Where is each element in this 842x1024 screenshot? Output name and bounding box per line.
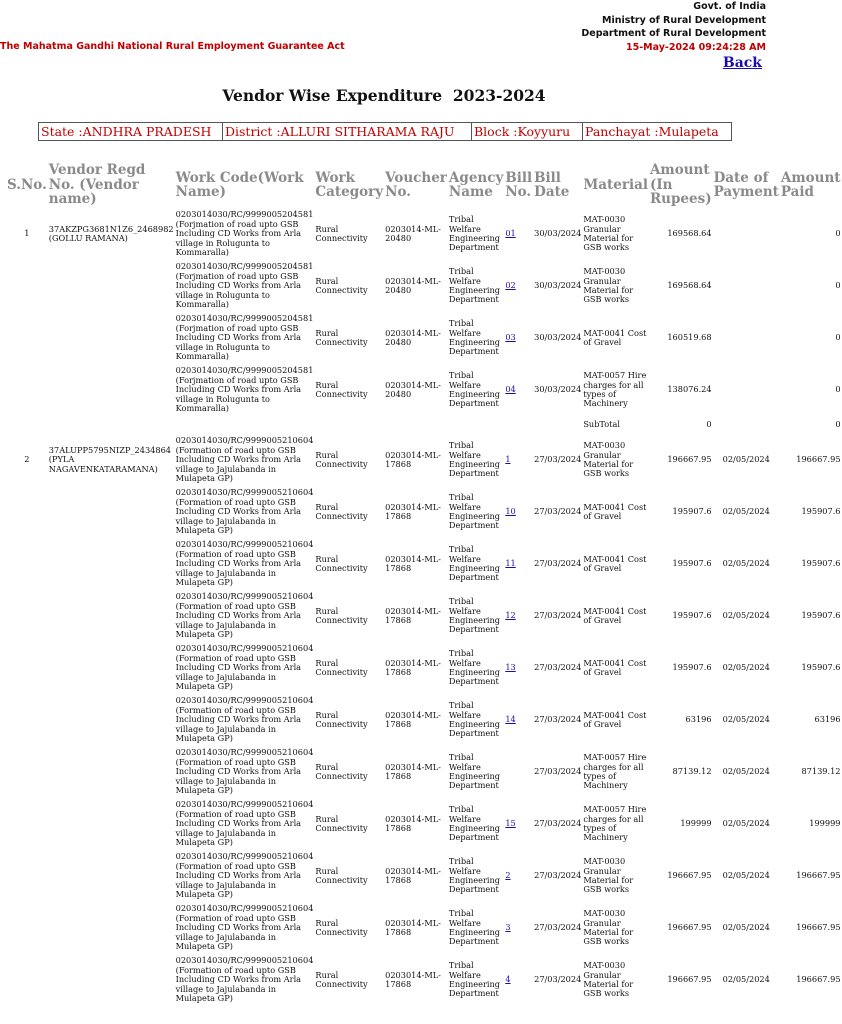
block-cell: Block :Koyyuru [472, 123, 583, 141]
amount-paid-cell: 195907.6 [801, 610, 841, 621]
district-cell: District :ALLURI SITHARAMA RAJU [223, 123, 472, 141]
bill-link[interactable]: 01 [505, 228, 516, 239]
amount-cell: 160519.68 [667, 332, 712, 343]
table-row [6, 260, 842, 312]
subtotal-paid: 0 [835, 419, 841, 430]
work-cell: 0203014030/RC/9999005204581 (Forjmation of road upto GSB Including CD Works from Arla village in Rolugunta to Kommaralla) [175, 209, 314, 258]
voucher-cell: 0203014-ML-20480 [385, 327, 441, 347]
voucher-cell: 0203014-ML-17868 [385, 761, 441, 781]
bill-date-cell: 30/03/2024 [534, 228, 582, 239]
bill-link[interactable]: 3 [505, 922, 511, 933]
category-cell: Rural Connectivity [315, 865, 368, 885]
bill-link[interactable]: 03 [505, 332, 516, 343]
payment-date-cell: 02/05/2024 [722, 454, 770, 465]
work-cell: 0203014030/RC/9999005210604 (Formation of road upto GSB Including CD Works from Arla village to Jajulabanda in Mulapeta GP) [175, 695, 314, 744]
amount-cell: 63196 [685, 714, 712, 725]
bill-date-cell: 27/03/2024 [534, 506, 582, 517]
voucher-cell: 0203014-ML-20480 [385, 379, 441, 399]
amount-cell: 195907.6 [672, 610, 712, 621]
vendor-cell: 37ALUPP5795NIZP_2434864 (PYLA NAGAVENKATARAMANA) [48, 444, 172, 474]
bill-link[interactable]: 02 [505, 280, 516, 291]
amount-paid-cell: 195907.6 [801, 558, 841, 569]
work-cell: 0203014030/RC/9999005204581 (Forjmation of road upto GSB Including CD Works from Arla village in Rolugunta to Kommaralla) [175, 365, 314, 414]
bill-date-cell: 27/03/2024 [534, 922, 582, 933]
payment-date-cell: 02/05/2024 [722, 610, 770, 621]
agency-cell: Tribal Welfare Engineering Department [448, 544, 501, 583]
bill-date-cell: 27/03/2024 [534, 662, 582, 673]
panchayat-cell: Panchayat :Mulapeta [583, 123, 732, 141]
agency-cell: Tribal Welfare Engineering Department [448, 266, 501, 305]
bill-no-cell [504, 746, 533, 798]
work-cell: 0203014030/RC/9999005210604 (Formation of road upto GSB Including CD Works from Arla village to Jajulabanda in Mulapeta GP) [175, 539, 314, 588]
empty-cell [48, 416, 175, 434]
amount-paid-cell: 63196 [814, 714, 841, 725]
payment-date-cell [713, 260, 780, 312]
work-cell: 0203014030/RC/9999005210604 (Formation of road upto GSB Including CD Works from Arla village to Jajulabanda in Mulapeta GP) [175, 747, 314, 796]
vendor-cell: 37AKZPG3681N1Z6_2468982 (GOLLU RAMANA) [48, 223, 174, 243]
col-voucher: Voucher No. [385, 169, 447, 200]
payment-date-cell: 02/05/2024 [722, 714, 770, 725]
bill-date-cell: 27/03/2024 [534, 558, 582, 569]
material-cell: MAT-0057 Hire charges for all types of Machinery [583, 804, 647, 843]
bill-no-cell [504, 850, 533, 902]
amount-cell: 196667.95 [667, 974, 712, 985]
category-cell: Rural Connectivity [315, 275, 368, 295]
category-cell: Rural Connectivity [315, 709, 368, 729]
subtotal-amount: 0 [706, 419, 712, 430]
report-datetime: 15-May-2024 09:24:28 AM [626, 41, 766, 53]
voucher-cell: 0203014-ML-17868 [385, 605, 441, 625]
material-cell: MAT-0030 Granular Material for GSB works [583, 214, 634, 253]
amount-cell: 196667.95 [667, 922, 712, 933]
expenditure-table [6, 162, 842, 1006]
work-cell: 0203014030/RC/9999005210604 (Formation of road upto GSB Including CD Works from Arla village to Jajulabanda in Mulapeta GP) [175, 903, 314, 952]
amount-paid-cell: 196667.95 [796, 454, 841, 465]
bill-date-cell: 27/03/2024 [534, 870, 582, 881]
agency-cell: Tribal Welfare Engineering Department [448, 596, 501, 635]
col-billdate: Bill Date [534, 169, 570, 200]
agency-cell: Tribal Welfare Engineering Department [448, 648, 501, 687]
bill-no-cell [504, 590, 533, 642]
amount-paid-cell: 196667.95 [796, 870, 841, 881]
vendor-cell [48, 694, 175, 746]
table-row [6, 434, 842, 486]
bill-date-cell: 27/03/2024 [534, 454, 582, 465]
material-cell: MAT-0041 Cost of Gravel [583, 605, 647, 625]
bill-no-cell [504, 902, 533, 954]
sno-cell [6, 746, 48, 798]
bill-link[interactable]: 12 [505, 610, 516, 621]
bill-no-cell [504, 364, 533, 416]
agency-cell: Tribal Welfare Engineering Department [448, 318, 501, 357]
category-cell: Rural Connectivity [315, 969, 368, 989]
bill-link[interactable]: 14 [505, 714, 516, 725]
sno-cell [6, 260, 48, 312]
bill-no-cell [504, 312, 533, 364]
category-cell: Rural Connectivity [315, 761, 368, 781]
voucher-cell: 0203014-ML-17868 [385, 501, 441, 521]
agency-cell: Tribal Welfare Engineering Department [448, 370, 501, 409]
table-row [6, 364, 842, 416]
bill-date-cell: 27/03/2024 [534, 766, 582, 777]
material-cell: MAT-0041 Cost of Gravel [583, 327, 647, 347]
agency-cell: Tribal Welfare Engineering Department [448, 960, 501, 999]
col-dop: Date of Payment [713, 169, 779, 200]
amount-paid-cell: 87139.12 [801, 766, 841, 777]
vendor-cell [48, 798, 175, 850]
amount-cell: 169568.64 [667, 280, 712, 291]
amount-paid-cell: 199999 [809, 818, 841, 829]
bill-link[interactable]: 10 [505, 506, 516, 517]
amount-cell: 195907.6 [672, 662, 712, 673]
bill-no-cell [504, 208, 533, 260]
work-cell: 0203014030/RC/9999005210604 (Formation of road upto GSB Including CD Works from Arla village to Jajulabanda in Mulapeta GP) [175, 435, 314, 484]
empty-cell [533, 416, 582, 434]
payment-date-cell: 02/05/2024 [722, 870, 770, 881]
bill-no-cell [504, 434, 533, 486]
subtotal-row [6, 416, 842, 434]
voucher-cell: 0203014-ML-17868 [385, 865, 441, 885]
material-cell: MAT-0041 Cost of Gravel [583, 553, 647, 573]
agency-cell: Tribal Welfare Engineering Department [448, 492, 501, 531]
voucher-cell: 0203014-ML-20480 [385, 275, 441, 295]
table-row [6, 486, 842, 538]
amount-cell: 195907.6 [672, 558, 712, 569]
agency-cell: Tribal Welfare Engineering Department [448, 440, 501, 479]
col-sno: S.No. [7, 176, 47, 193]
col-billno: Bill No. [505, 169, 533, 200]
material-cell: MAT-0057 Hire charges for all types of Machinery [583, 752, 647, 791]
voucher-cell: 0203014-ML-17868 [385, 813, 441, 833]
col-vendor: Vendor Regd No. (Vendor name) [48, 162, 146, 208]
col-work: Work Code(Work Name) [175, 169, 304, 200]
amount-paid-cell: 0 [835, 280, 841, 291]
page-title: Vendor Wise Expenditure 2023-2024 [222, 86, 546, 105]
amount-cell: 169568.64 [667, 228, 712, 239]
material-cell: MAT-0030 Granular Material for GSB works [583, 440, 634, 479]
work-cell: 0203014030/RC/9999005210604 (Formation of road upto GSB Including CD Works from Arla village to Jajulabanda in Mulapeta GP) [175, 955, 314, 1004]
vendor-cell [48, 260, 175, 312]
vendor-cell [48, 364, 175, 416]
payment-date-cell [713, 364, 780, 416]
vendor-cell [48, 486, 175, 538]
sno-cell [6, 312, 48, 364]
amount-paid-cell: 196667.95 [796, 922, 841, 933]
bill-link[interactable]: 04 [505, 384, 516, 395]
voucher-cell: 0203014-ML-17868 [385, 657, 441, 677]
category-cell: Rural Connectivity [315, 223, 368, 243]
bill-no-cell [504, 486, 533, 538]
payment-date-cell: 02/05/2024 [722, 506, 770, 517]
table-row [6, 590, 842, 642]
vendor-cell [48, 312, 175, 364]
payment-date-cell: 02/05/2024 [722, 766, 770, 777]
category-cell: Rural Connectivity [315, 917, 368, 937]
voucher-cell: 0203014-ML-20480 [385, 223, 441, 243]
table-row [6, 642, 842, 694]
bill-date-cell: 27/03/2024 [534, 714, 582, 725]
col-material: Material [583, 176, 648, 193]
amount-paid-cell: 0 [835, 384, 841, 395]
vendor-cell [48, 538, 175, 590]
agency-cell: Tribal Welfare Engineering Department [448, 908, 501, 947]
sno-cell [6, 364, 48, 416]
voucher-cell: 0203014-ML-17868 [385, 553, 441, 573]
empty-cell [384, 416, 448, 434]
voucher-cell: 0203014-ML-17868 [385, 449, 441, 469]
location-table [38, 122, 732, 141]
voucher-cell: 0203014-ML-17868 [385, 917, 441, 937]
category-cell: Rural Connectivity [315, 605, 368, 625]
category-cell: Rural Connectivity [315, 379, 368, 399]
bill-link[interactable]: 15 [505, 818, 516, 829]
payment-date-cell: 02/05/2024 [722, 818, 770, 829]
sno-cell: 1 [24, 228, 30, 239]
amount-paid-cell: 196667.95 [796, 974, 841, 985]
amount-paid-cell: 0 [835, 332, 841, 343]
sno-cell [6, 902, 48, 954]
category-cell: Rural Connectivity [315, 327, 368, 347]
ministry-label: Ministry of Rural Development [601, 14, 766, 26]
sno-cell [6, 954, 48, 1006]
bill-date-cell: 27/03/2024 [534, 818, 582, 829]
department-label: Department of Rural Development [581, 28, 766, 39]
bill-no-cell [504, 260, 533, 312]
sno-cell [6, 850, 48, 902]
amount-cell: 199999 [680, 818, 712, 829]
empty-cell [504, 416, 533, 434]
sno-cell [6, 538, 48, 590]
subtotal-label: SubTotal [583, 419, 620, 430]
col-paid: Amount Paid [780, 169, 841, 200]
amount-cell: 138076.24 [667, 384, 712, 395]
table-row [6, 798, 842, 850]
bill-no-cell [504, 538, 533, 590]
work-cell: 0203014030/RC/9999005210604 (Formation of road upto GSB Including CD Works from Arla village to Jajulabanda in Mulapeta GP) [175, 591, 314, 640]
act-name: The Mahatma Gandhi National Rural Employment Guarantee Act [0, 41, 345, 52]
vendor-cell [48, 590, 175, 642]
sno-cell [6, 694, 48, 746]
bill-date-cell: 27/03/2024 [534, 610, 582, 621]
payment-date-cell: 02/05/2024 [722, 974, 770, 985]
category-cell: Rural Connectivity [315, 449, 368, 469]
bill-date-cell: 30/03/2024 [534, 280, 582, 291]
payment-date-cell: 02/05/2024 [722, 922, 770, 933]
bill-date-cell: 30/03/2024 [534, 332, 582, 343]
govt-label: Govt. of India [693, 1, 766, 12]
bill-link[interactable]: 13 [505, 662, 516, 673]
work-cell: 0203014030/RC/9999005204581 (Forjmation of road upto GSB Including CD Works from Arla village in Rolugunta to Kommaralla) [175, 313, 314, 362]
bill-link[interactable]: 2 [505, 870, 511, 881]
amount-cell: 196667.95 [667, 454, 712, 465]
agency-cell: Tribal Welfare Engineering Department [448, 700, 501, 739]
bill-date-cell: 30/03/2024 [534, 384, 582, 395]
sno-cell: 2 [24, 454, 30, 465]
bill-no-cell [504, 798, 533, 850]
amount-cell: 87139.12 [672, 766, 712, 777]
amount-paid-cell: 195907.6 [801, 662, 841, 673]
bill-no-cell [504, 642, 533, 694]
material-cell: MAT-0057 Hire charges for all types of Machinery [583, 370, 647, 409]
bill-date-cell: 27/03/2024 [534, 974, 582, 985]
col-agency: Agency Name [448, 169, 504, 200]
payment-date-cell: 02/05/2024 [722, 558, 770, 569]
bill-link[interactable]: 1 [505, 454, 511, 465]
bill-no-cell [504, 694, 533, 746]
sno-cell [6, 486, 48, 538]
vendor-cell [48, 642, 175, 694]
material-cell: MAT-0041 Cost of Gravel [583, 657, 647, 677]
bill-link[interactable]: 4 [505, 974, 511, 985]
payment-date-cell [713, 312, 780, 364]
table-row [6, 208, 842, 260]
work-cell: 0203014030/RC/9999005210604 (Formation of road upto GSB Including CD Works from Arla village to Jajulabanda in Mulapeta GP) [175, 851, 314, 900]
col-category: Work Category [315, 169, 384, 200]
voucher-cell: 0203014-ML-17868 [385, 969, 441, 989]
payment-date-cell: 02/05/2024 [722, 662, 770, 673]
amount-paid-cell: 0 [835, 228, 841, 239]
sno-cell [6, 798, 48, 850]
back-link[interactable]: Back [722, 55, 762, 71]
sno-cell [6, 590, 48, 642]
table-row [6, 746, 842, 798]
payment-date-cell [713, 208, 780, 260]
empty-cell [448, 416, 504, 434]
agency-cell: Tribal Welfare Engineering Department [448, 804, 501, 843]
state-cell: State :ANDHRA PRADESH [39, 123, 223, 141]
vendor-cell [48, 850, 175, 902]
material-cell: MAT-0030 Granular Material for GSB works [583, 266, 634, 305]
work-cell: 0203014030/RC/9999005210604 (Formation of road upto GSB Including CD Works from Arla village to Jajulabanda in Mulapeta GP) [175, 799, 314, 848]
table-row [6, 312, 842, 364]
material-cell: MAT-0030 Granular Material for GSB works [583, 960, 634, 999]
amount-cell: 196667.95 [667, 870, 712, 881]
col-amount: Amount (In Rupees) [649, 162, 712, 208]
table-row [6, 538, 842, 590]
vendor-cell [48, 902, 175, 954]
bill-no-cell [504, 954, 533, 1006]
bill-link[interactable]: 11 [505, 558, 516, 569]
material-cell: MAT-0041 Cost of Gravel [583, 501, 647, 521]
category-cell: Rural Connectivity [315, 553, 368, 573]
table-row [6, 694, 842, 746]
empty-cell [175, 416, 315, 434]
empty-cell [6, 416, 48, 434]
category-cell: Rural Connectivity [315, 501, 368, 521]
amount-cell: 195907.6 [672, 506, 712, 517]
work-cell: 0203014030/RC/9999005210604 (Formation of road upto GSB Including CD Works from Arla village to Jajulabanda in Mulapeta GP) [175, 487, 314, 536]
category-cell: Rural Connectivity [315, 813, 368, 833]
empty-cell [713, 416, 780, 434]
work-cell: 0203014030/RC/9999005204581 (Forjmation of road upto GSB Including CD Works from Arla village in Rolugunta to Kommaralla) [175, 261, 314, 310]
agency-cell: Tribal Welfare Engineering Department [448, 752, 501, 791]
agency-cell: Tribal Welfare Engineering Department [448, 856, 501, 895]
voucher-cell: 0203014-ML-17868 [385, 709, 441, 729]
amount-paid-cell: 195907.6 [801, 506, 841, 517]
table-row [6, 902, 842, 954]
material-cell: MAT-0041 Cost of Gravel [583, 709, 647, 729]
material-cell: MAT-0030 Granular Material for GSB works [583, 908, 634, 947]
category-cell: Rural Connectivity [315, 657, 368, 677]
material-cell: MAT-0030 Granular Material for GSB works [583, 856, 634, 895]
header-right [581, 0, 766, 54]
agency-cell: Tribal Welfare Engineering Department [448, 214, 501, 253]
table-row [6, 954, 842, 1006]
empty-cell [314, 416, 384, 434]
work-cell: 0203014030/RC/9999005210604 (Formation of road upto GSB Including CD Works from Arla village to Jajulabanda in Mulapeta GP) [175, 643, 314, 692]
vendor-cell [48, 746, 175, 798]
table-row [6, 850, 842, 902]
vendor-cell [48, 954, 175, 1006]
sno-cell [6, 642, 48, 694]
